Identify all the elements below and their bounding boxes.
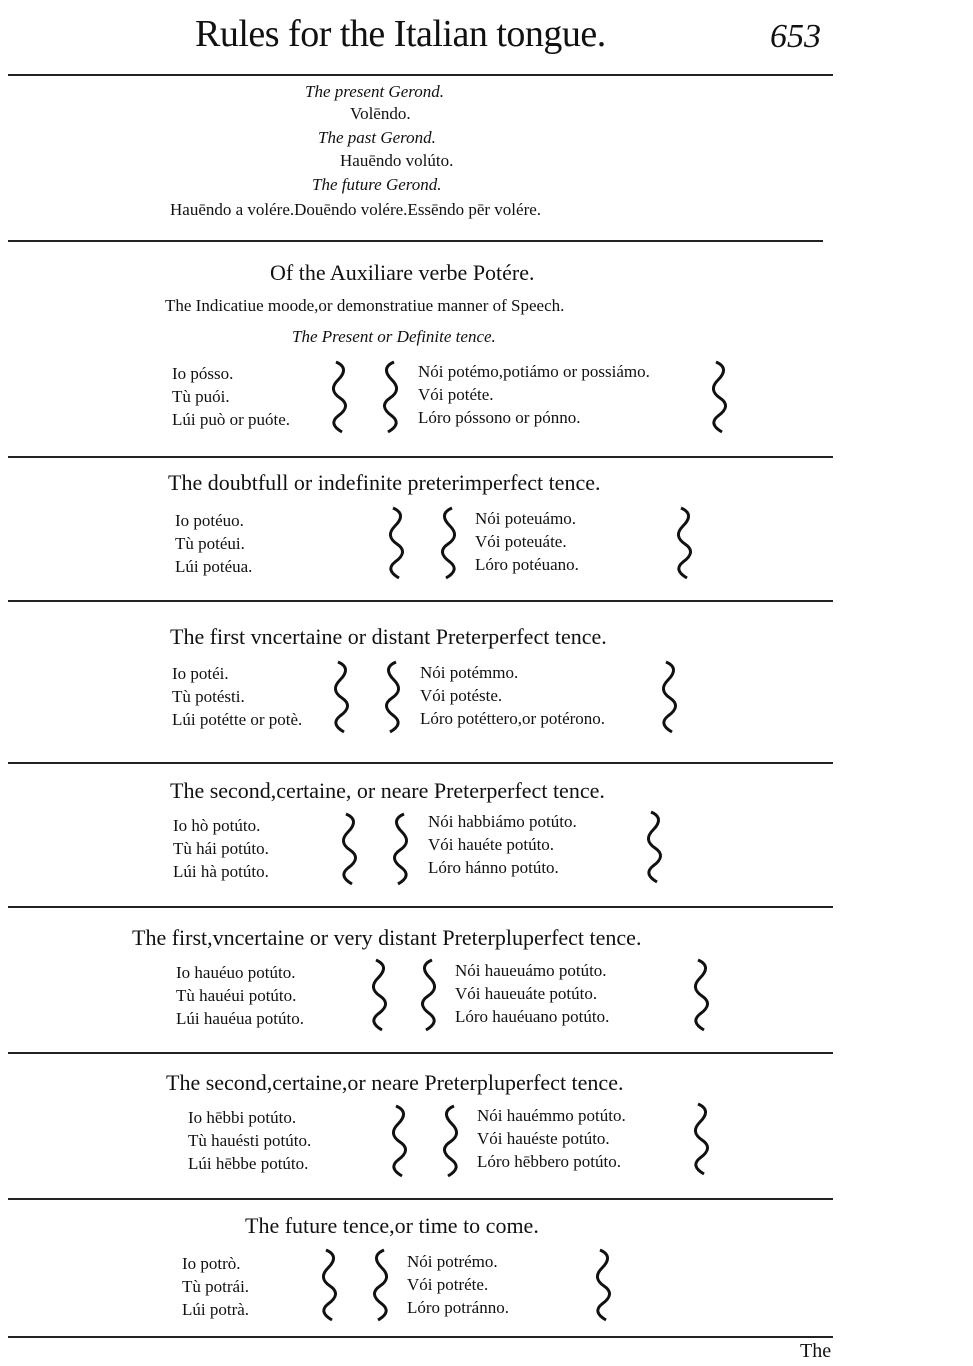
catchword: The [800, 1340, 832, 1362]
brace-icon [690, 958, 720, 1034]
page-header [0, 0, 973, 80]
header-rule [8, 74, 833, 76]
brace-icon [410, 958, 440, 1034]
brace-icon [432, 1104, 462, 1180]
plural-forms: Nói habbiámo potúto. Vói hauéte potúto. Lóro hánno potúto. [428, 812, 577, 877]
plural-forms: Nói potémmo. Vói potéste. Lóro potéttero,or potérono. [420, 663, 606, 728]
brace-icon [673, 506, 703, 582]
plural-forms: Nói potrémo. Vói potréte. Lóro potránno. [407, 1252, 509, 1317]
mood-line: The Indicatiue moode,or demonstratiue manner of Speech. [165, 296, 565, 315]
brace-icon [385, 506, 415, 582]
section-rule [8, 1052, 833, 1054]
brace-icon [708, 360, 738, 436]
brace-icon [318, 1248, 348, 1324]
singular-forms: Io potrò. Tù potrái. Lúi potrà. [182, 1254, 250, 1319]
singular-forms: Io hēbbi potúto. Tù hauésti potúto. Lúi hēbbe potúto. [188, 1108, 312, 1173]
brace-icon [330, 660, 360, 736]
brace-icon [328, 360, 358, 436]
past-gerund-form: Hauēndo volúto. [340, 151, 454, 170]
present-gerund-form: Volēndo. [350, 104, 411, 123]
tense-title: The second,certaine, or neare Preterperfect tence. [170, 778, 605, 803]
singular-forms: Io potéi. Tù potésti. Lúi potétte or potè. [172, 664, 303, 729]
brace-icon [592, 1248, 622, 1324]
present-tense-label: The Present or Definite tence. [292, 327, 496, 346]
plural-forms: Nói haueuámo potúto. Vói haueuáte potúto. Lóro hauéuano potúto. [455, 961, 610, 1026]
singular-forms: Io hò potúto. Tù hái potúto. Lúi hà potúto. [173, 816, 269, 881]
brace-icon [368, 958, 398, 1034]
brace-icon [374, 660, 404, 736]
section-rule [8, 600, 833, 602]
present-gerund-label: The present Gerond. [305, 82, 444, 101]
tense-title: The future tence,or time to come. [245, 1213, 539, 1238]
singular-forms: Io potéuo. Tù potéui. Lúi potéua. [175, 511, 253, 576]
brace-icon [658, 660, 688, 736]
running-title: Rules for the Italian tongue. [195, 13, 606, 55]
tense-title: The second,certaine,or neare Preterpluperfect tence. [166, 1070, 624, 1095]
section-rule [8, 1198, 833, 1200]
section-rule [8, 762, 833, 764]
auxiliary-title: Of the Auxiliare verbe Potére. [270, 260, 535, 285]
tense-title: The first vncertaine or distant Preterperfect tence. [170, 624, 607, 649]
singular-forms: Io hauéuo potúto. Tù hauéui potúto. Lúi hauéua potúto. [176, 963, 304, 1028]
brace-icon [388, 1104, 418, 1180]
brace-icon [430, 506, 460, 582]
brace-icon [690, 1102, 720, 1178]
footer-rule [8, 1336, 833, 1338]
future-gerund-form: Hauēndo a volére.Douēndo volére.Essēndo pēr volére. [170, 200, 542, 219]
future-gerund-label: The future Gerond. [312, 175, 442, 194]
section-rule [8, 456, 833, 458]
plural-forms: Nói poteuámo. Vói poteuáte. Lóro potéuano. [475, 509, 579, 574]
brace-icon [643, 810, 673, 886]
plural-forms: Nói potémo,potiámo or possiámo. Vói potéte. Lóro póssono or pónno. [418, 362, 650, 427]
brace-icon [382, 812, 412, 888]
section-rule [8, 906, 833, 908]
brace-icon [362, 1248, 392, 1324]
past-gerund-label: The past Gerond. [318, 128, 436, 147]
section-rule [8, 240, 823, 242]
brace-icon [338, 812, 368, 888]
tense-title: The doubtfull or indefinite preterimperfect tence. [168, 470, 601, 495]
singular-forms: Io pósso. Tù puói. Lúi può or puóte. [172, 364, 291, 429]
page-number: 653 [770, 18, 821, 55]
tense-title: The first,vncertaine or very distant Preterpluperfect tence. [132, 925, 642, 950]
plural-forms: Nói hauémmo potúto. Vói hauéste potúto. Lóro hēbbero potúto. [477, 1106, 626, 1171]
brace-icon [372, 360, 402, 436]
